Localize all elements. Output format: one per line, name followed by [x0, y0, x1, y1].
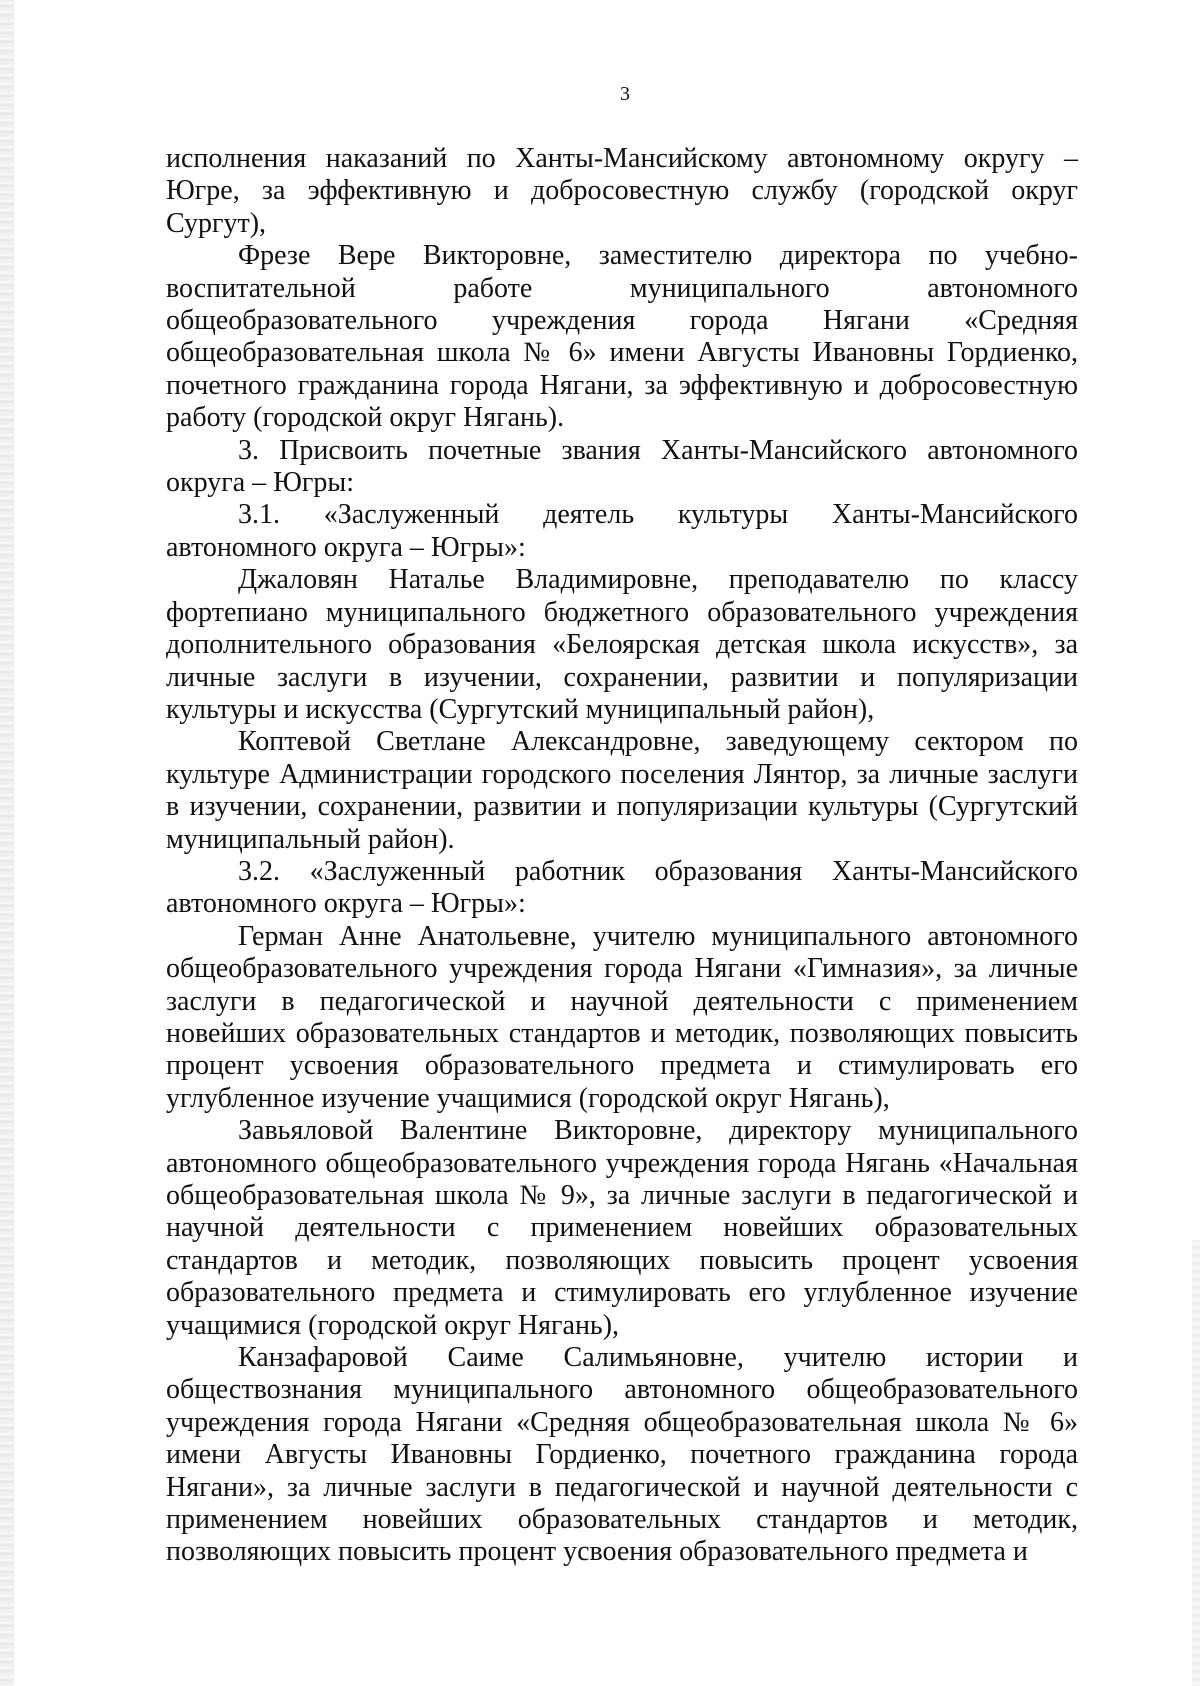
paragraph-3: 3. Присвоить почетные звания Ханты-Мансийского автономного округа – Югры:	[166, 434, 1078, 499]
paragraph-8: Герман Анне Анатольевне, учителю муниципального автономного общеобразовательного учреждения города Нягани «Гимназия», за личные заслуги в педагогической и научной деятельности с применением новейших образовательных стандартов и методик, позволяющих повысить процент усвоения образовательного предмета и стимулировать его углубленное изучение учащимися (городской округ Нягань),	[166, 920, 1078, 1114]
paragraph-10: Канзафаровой Саиме Салимьяновне, учителю истории и обществознания муниципального автономного общеобразовательного учреждения города Нягани «Средняя общеобразовательная школа № 6» имени Августы Ивановны Гордиенко, почетного гражданина города Нягани», за личные заслуги в педагогической и научной деятельности с применением новейших образовательных стандартов и методик, позволяющих повысить процент усвоения образовательного предмета и	[166, 1342, 1078, 1568]
scan-edge-right	[1192, 1240, 1200, 1686]
scan-edge-left	[0, 0, 14, 1686]
paragraph-4: 3.1. «Заслуженный деятель культуры Ханты-Мансийского автономного округа – Югры»:	[166, 499, 1078, 563]
document-body	[166, 143, 1078, 1569]
paragraph-1: исполнения наказаний по Ханты-Мансийскому автономному округу – Югре, за эффективную и добросовестную службу (городской округ Сургут),	[166, 143, 1078, 239]
paragraph-5: Джаловян Наталье Владимировне, преподавателю по классу фортепиано муниципального бюджетного образовательного учреждения дополнительного образования «Белоярская детская школа искусств», за личные заслуги в изучении, сохранении, развитии и популяризации культуры и искусства (Сургутский муниципальный район),	[166, 564, 1078, 725]
paragraph-7: 3.2. «Заслуженный работник образования Ханты-Мансийского автономного округа – Югры»:	[166, 855, 1078, 920]
paragraph-9: Завьяловой Валентине Викторовне, директору муниципального автономного общеобразовательного учреждения города Нягань «Начальная общеобразовательная школа № 9», за личные заслуги в педагогической и научной деятельности с применением новейших образовательных стандартов и методик, позволяющих повысить процент усвоения образовательного предмета и стимулировать его углубленное изучение учащимися (городской округ Нягань),	[166, 1115, 1078, 1341]
paragraph-2: Фрезе Вере Викторовне, заместителю директора по учебно-воспитательной работе муниципального автономного общеобразовательного учреждения города Нягани «Средняя общеобразовательная школа № 6» имени Августы Ивановны Гордиенко, почетного гражданина города Нягани, за эффективную и добросовестную работу (городской округ Нягань).	[166, 240, 1078, 434]
page-number: 3	[620, 83, 630, 105]
paragraph-6: Коптевой Светлане Александровне, заведующему сектором по культуре Администрации городского поселения Лянтор, за личные заслуги в изучении, сохранении, развитии и популяризации культуры (Сургутский муниципальный район).	[166, 726, 1078, 855]
